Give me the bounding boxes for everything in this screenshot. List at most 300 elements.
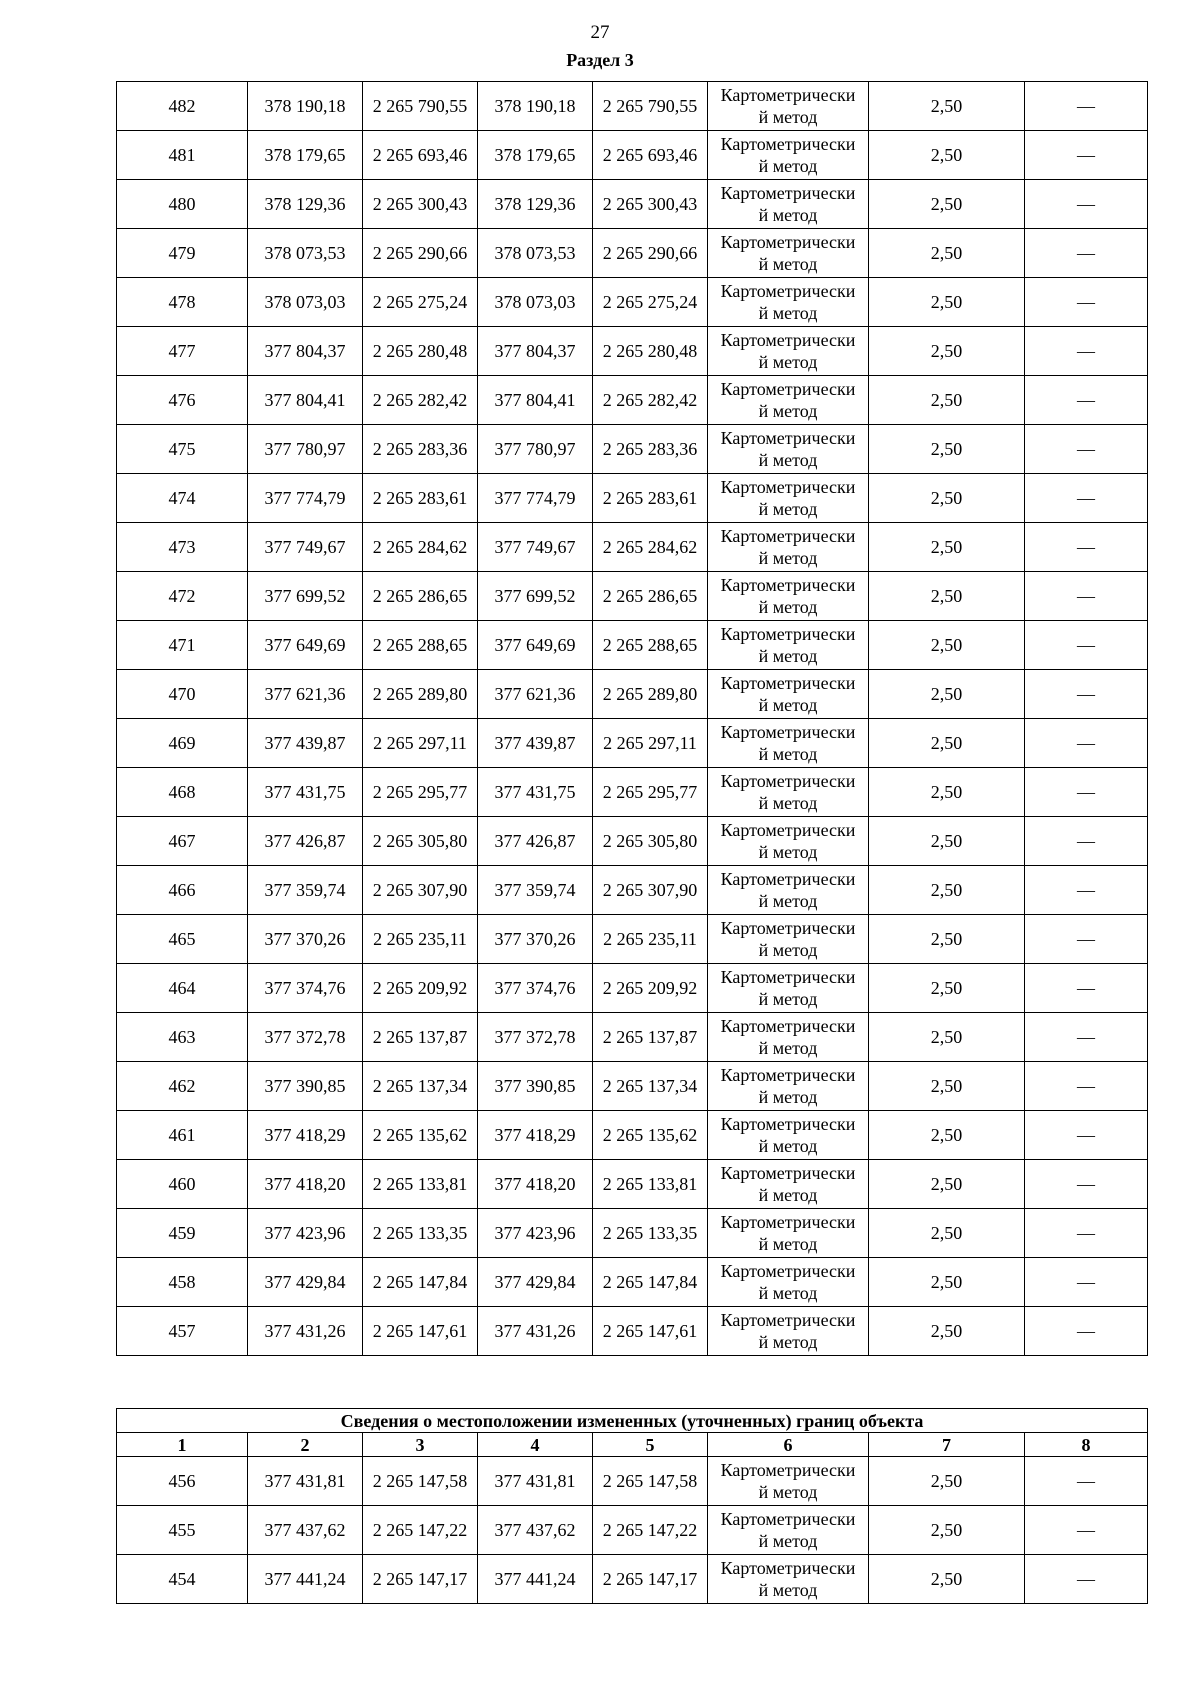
accuracy-value: 2,50	[869, 719, 1025, 768]
accuracy-value: 2,50	[869, 670, 1025, 719]
method-line-2: й метод	[758, 1482, 818, 1502]
method-line-1: Картометрически	[720, 1558, 856, 1578]
column-header: 6	[708, 1433, 869, 1457]
x-coordinate: 377 437,62	[248, 1506, 363, 1555]
accuracy-value: 2,50	[869, 180, 1025, 229]
description-cell: —	[1025, 523, 1148, 572]
table-row	[117, 82, 1148, 131]
y-coordinate-refined: 2 265 133,81	[593, 1160, 708, 1209]
method-line-2: й метод	[758, 695, 818, 715]
table-row	[117, 180, 1148, 229]
x-coordinate-refined: 377 441,24	[478, 1555, 593, 1604]
y-coordinate-refined: 2 265 147,58	[593, 1457, 708, 1506]
method-cell	[708, 1111, 869, 1160]
x-coordinate-refined: 377 780,97	[478, 425, 593, 474]
method-cell	[708, 1457, 869, 1506]
x-coordinate-refined: 378 179,65	[478, 131, 593, 180]
x-coordinate-refined: 377 431,26	[478, 1307, 593, 1356]
method-line-2: й метод	[758, 401, 818, 421]
x-coordinate: 378 190,18	[248, 82, 363, 131]
method-cell	[708, 1506, 869, 1555]
description-cell: —	[1025, 817, 1148, 866]
point-number: 457	[117, 1307, 248, 1356]
x-coordinate: 377 429,84	[248, 1258, 363, 1307]
y-coordinate: 2 265 307,90	[363, 866, 478, 915]
x-coordinate: 377 804,37	[248, 327, 363, 376]
method-line-1: Картометрически	[720, 918, 856, 938]
point-number: 480	[117, 180, 248, 229]
method-line-1: Картометрически	[720, 869, 856, 889]
method-cell	[708, 229, 869, 278]
x-coordinate-refined: 377 439,87	[478, 719, 593, 768]
method-line-1: Картометрически	[720, 232, 856, 252]
y-coordinate-refined: 2 265 297,11	[593, 719, 708, 768]
y-coordinate-refined: 2 265 135,62	[593, 1111, 708, 1160]
description-cell: —	[1025, 915, 1148, 964]
y-coordinate-refined: 2 265 235,11	[593, 915, 708, 964]
method-line-1: Картометрически	[720, 820, 856, 840]
x-coordinate: 377 418,29	[248, 1111, 363, 1160]
method-line-1: Картометрически	[720, 575, 856, 595]
method-line-2: й метод	[758, 1087, 818, 1107]
method-line-2: й метод	[758, 156, 818, 176]
coordinates-table	[116, 81, 1148, 1356]
method-cell	[708, 670, 869, 719]
method-line-1: Картометрически	[720, 526, 856, 546]
accuracy-value: 2,50	[869, 376, 1025, 425]
method-line-1: Картометрически	[720, 673, 856, 693]
table-row	[117, 964, 1148, 1013]
changed-boundaries-table-body	[117, 1409, 1148, 1604]
point-number: 479	[117, 229, 248, 278]
method-line-1: Картометрически	[720, 281, 856, 301]
x-coordinate: 377 418,20	[248, 1160, 363, 1209]
table-row	[117, 131, 1148, 180]
table-row	[117, 866, 1148, 915]
table-row	[117, 474, 1148, 523]
method-line-1: Картометрически	[720, 967, 856, 987]
x-coordinate-refined: 377 359,74	[478, 866, 593, 915]
description-cell: —	[1025, 229, 1148, 278]
x-coordinate-refined: 377 423,96	[478, 1209, 593, 1258]
accuracy-value: 2,50	[869, 523, 1025, 572]
table-row	[117, 1457, 1148, 1506]
accuracy-value: 2,50	[869, 1062, 1025, 1111]
y-coordinate-refined: 2 265 289,80	[593, 670, 708, 719]
method-cell	[708, 82, 869, 131]
x-coordinate-refined: 377 804,41	[478, 376, 593, 425]
method-line-2: й метод	[758, 303, 818, 323]
method-line-1: Картометрически	[720, 1509, 856, 1529]
method-line-1: Картометрически	[720, 1065, 856, 1085]
y-coordinate-refined: 2 265 305,80	[593, 817, 708, 866]
table-row	[117, 523, 1148, 572]
method-line-2: й метод	[758, 940, 818, 960]
method-line-1: Картометрически	[720, 477, 856, 497]
x-coordinate-refined: 377 437,62	[478, 1506, 593, 1555]
method-cell	[708, 327, 869, 376]
y-coordinate-refined: 2 265 300,43	[593, 180, 708, 229]
y-coordinate: 2 265 300,43	[363, 180, 478, 229]
description-cell: —	[1025, 1258, 1148, 1307]
description-cell: —	[1025, 1506, 1148, 1555]
point-number: 482	[117, 82, 248, 131]
table-row	[117, 1160, 1148, 1209]
y-coordinate: 2 265 235,11	[363, 915, 478, 964]
x-coordinate: 377 426,87	[248, 817, 363, 866]
method-line-1: Картометрически	[720, 85, 856, 105]
y-coordinate: 2 265 147,61	[363, 1307, 478, 1356]
point-number: 463	[117, 1013, 248, 1062]
x-coordinate-refined: 377 372,78	[478, 1013, 593, 1062]
description-cell: —	[1025, 1013, 1148, 1062]
column-header: 2	[248, 1433, 363, 1457]
table-row	[117, 621, 1148, 670]
method-line-1: Картометрически	[720, 1460, 856, 1480]
method-line-2: й метод	[758, 989, 818, 1009]
x-coordinate: 377 439,87	[248, 719, 363, 768]
y-coordinate-refined: 2 265 137,87	[593, 1013, 708, 1062]
accuracy-value: 2,50	[869, 1013, 1025, 1062]
y-coordinate-refined: 2 265 209,92	[593, 964, 708, 1013]
column-header: 1	[117, 1433, 248, 1457]
point-number: 470	[117, 670, 248, 719]
x-coordinate-refined: 377 418,20	[478, 1160, 593, 1209]
column-header: 7	[869, 1433, 1025, 1457]
point-number: 466	[117, 866, 248, 915]
method-line-1: Картометрически	[720, 183, 856, 203]
description-cell: —	[1025, 425, 1148, 474]
method-cell	[708, 1209, 869, 1258]
y-coordinate: 2 265 137,34	[363, 1062, 478, 1111]
method-line-2: й метод	[758, 1234, 818, 1254]
method-line-1: Картометрически	[720, 771, 856, 791]
accuracy-value: 2,50	[869, 1555, 1025, 1604]
point-number: 481	[117, 131, 248, 180]
point-number: 478	[117, 278, 248, 327]
method-line-1: Картометрически	[720, 428, 856, 448]
table-row	[117, 1062, 1148, 1111]
point-number: 469	[117, 719, 248, 768]
method-line-2: й метод	[758, 107, 818, 127]
description-cell: —	[1025, 1555, 1148, 1604]
y-coordinate: 2 265 133,35	[363, 1209, 478, 1258]
point-number: 476	[117, 376, 248, 425]
y-coordinate: 2 265 284,62	[363, 523, 478, 572]
method-line-2: й метод	[758, 1136, 818, 1156]
accuracy-value: 2,50	[869, 82, 1025, 131]
method-line-1: Картометрически	[720, 1016, 856, 1036]
y-coordinate: 2 265 297,11	[363, 719, 478, 768]
point-number: 464	[117, 964, 248, 1013]
y-coordinate: 2 265 147,17	[363, 1555, 478, 1604]
y-coordinate: 2 265 209,92	[363, 964, 478, 1013]
y-coordinate: 2 265 305,80	[363, 817, 478, 866]
accuracy-value: 2,50	[869, 131, 1025, 180]
accuracy-value: 2,50	[869, 1209, 1025, 1258]
method-line-1: Картометрически	[720, 1310, 856, 1330]
method-line-2: й метод	[758, 744, 818, 764]
method-cell	[708, 915, 869, 964]
description-cell: —	[1025, 866, 1148, 915]
x-coordinate: 377 649,69	[248, 621, 363, 670]
method-cell	[708, 1160, 869, 1209]
x-coordinate: 377 431,81	[248, 1457, 363, 1506]
y-coordinate-refined: 2 265 283,61	[593, 474, 708, 523]
y-coordinate: 2 265 137,87	[363, 1013, 478, 1062]
method-line-1: Картометрически	[720, 379, 856, 399]
x-coordinate-refined: 378 190,18	[478, 82, 593, 131]
y-coordinate-refined: 2 265 147,84	[593, 1258, 708, 1307]
x-coordinate-refined: 378 073,53	[478, 229, 593, 278]
x-coordinate: 378 179,65	[248, 131, 363, 180]
method-cell	[708, 1307, 869, 1356]
y-coordinate: 2 265 290,66	[363, 229, 478, 278]
method-cell	[708, 278, 869, 327]
x-coordinate: 377 749,67	[248, 523, 363, 572]
x-coordinate-refined: 377 621,36	[478, 670, 593, 719]
accuracy-value: 2,50	[869, 1457, 1025, 1506]
y-coordinate: 2 265 288,65	[363, 621, 478, 670]
method-cell	[708, 131, 869, 180]
method-cell	[708, 1258, 869, 1307]
method-line-2: й метод	[758, 450, 818, 470]
method-cell	[708, 1555, 869, 1604]
y-coordinate-refined: 2 265 133,35	[593, 1209, 708, 1258]
x-coordinate-refined: 377 749,67	[478, 523, 593, 572]
table-row	[117, 1307, 1148, 1356]
y-coordinate: 2 265 275,24	[363, 278, 478, 327]
point-number: 462	[117, 1062, 248, 1111]
accuracy-value: 2,50	[869, 1258, 1025, 1307]
description-cell: —	[1025, 1160, 1148, 1209]
method-cell	[708, 817, 869, 866]
point-number: 473	[117, 523, 248, 572]
y-coordinate-refined: 2 265 147,22	[593, 1506, 708, 1555]
method-cell	[708, 376, 869, 425]
table-row	[117, 425, 1148, 474]
y-coordinate: 2 265 295,77	[363, 768, 478, 817]
table-row	[117, 719, 1148, 768]
y-coordinate: 2 265 147,84	[363, 1258, 478, 1307]
x-coordinate: 377 431,75	[248, 768, 363, 817]
table-row	[117, 1258, 1148, 1307]
method-line-1: Картометрически	[720, 330, 856, 350]
point-number: 477	[117, 327, 248, 376]
method-line-1: Картометрически	[720, 1114, 856, 1134]
x-coordinate: 377 372,78	[248, 1013, 363, 1062]
x-coordinate-refined: 377 390,85	[478, 1062, 593, 1111]
section-title: Раздел 3	[566, 50, 634, 70]
method-line-2: й метод	[758, 1185, 818, 1205]
y-coordinate-refined: 2 265 283,36	[593, 425, 708, 474]
method-line-2: й метод	[758, 254, 818, 274]
y-coordinate-refined: 2 265 284,62	[593, 523, 708, 572]
table-title: Сведения о местоположении измененных (уточненных) границ объекта	[117, 1409, 1148, 1433]
description-cell: —	[1025, 278, 1148, 327]
method-cell	[708, 719, 869, 768]
method-line-2: й метод	[758, 499, 818, 519]
y-coordinate: 2 265 283,36	[363, 425, 478, 474]
description-cell: —	[1025, 1209, 1148, 1258]
accuracy-value: 2,50	[869, 1307, 1025, 1356]
accuracy-value: 2,50	[869, 1160, 1025, 1209]
accuracy-value: 2,50	[869, 327, 1025, 376]
point-number: 475	[117, 425, 248, 474]
y-coordinate-refined: 2 265 282,42	[593, 376, 708, 425]
method-cell	[708, 866, 869, 915]
method-line-1: Картометрически	[720, 134, 856, 154]
method-line-2: й метод	[758, 646, 818, 666]
table-row	[117, 229, 1148, 278]
x-coordinate-refined: 377 429,84	[478, 1258, 593, 1307]
point-number: 474	[117, 474, 248, 523]
method-line-1: Картометрически	[720, 624, 856, 644]
description-cell: —	[1025, 474, 1148, 523]
x-coordinate: 377 774,79	[248, 474, 363, 523]
table-row	[117, 1506, 1148, 1555]
description-cell: —	[1025, 964, 1148, 1013]
method-line-1: Картометрически	[720, 1212, 856, 1232]
y-coordinate-refined: 2 265 290,66	[593, 229, 708, 278]
table-row	[117, 768, 1148, 817]
column-header: 5	[593, 1433, 708, 1457]
point-number: 467	[117, 817, 248, 866]
x-coordinate: 377 374,76	[248, 964, 363, 1013]
method-line-2: й метод	[758, 352, 818, 372]
method-line-2: й метод	[758, 205, 818, 225]
method-cell	[708, 1013, 869, 1062]
table-row	[117, 1111, 1148, 1160]
x-coordinate: 378 073,53	[248, 229, 363, 278]
method-line-2: й метод	[758, 1283, 818, 1303]
x-coordinate: 377 390,85	[248, 1062, 363, 1111]
description-cell: —	[1025, 1307, 1148, 1356]
method-line-1: Картометрически	[720, 722, 856, 742]
method-line-2: й метод	[758, 1580, 818, 1600]
y-coordinate-refined: 2 265 790,55	[593, 82, 708, 131]
accuracy-value: 2,50	[869, 621, 1025, 670]
description-cell: —	[1025, 572, 1148, 621]
x-coordinate-refined: 377 804,37	[478, 327, 593, 376]
x-coordinate: 377 621,36	[248, 670, 363, 719]
method-cell	[708, 425, 869, 474]
method-cell	[708, 964, 869, 1013]
point-number: 454	[117, 1555, 248, 1604]
y-coordinate: 2 265 289,80	[363, 670, 478, 719]
method-cell	[708, 474, 869, 523]
coordinates-table-body	[117, 82, 1148, 1356]
y-coordinate: 2 265 147,22	[363, 1506, 478, 1555]
method-line-2: й метод	[758, 842, 818, 862]
x-coordinate: 377 804,41	[248, 376, 363, 425]
table-row	[117, 376, 1148, 425]
y-coordinate: 2 265 280,48	[363, 327, 478, 376]
method-line-2: й метод	[758, 597, 818, 617]
table-row	[117, 670, 1148, 719]
method-line-2: й метод	[758, 548, 818, 568]
x-coordinate-refined: 377 699,52	[478, 572, 593, 621]
accuracy-value: 2,50	[869, 817, 1025, 866]
point-number: 465	[117, 915, 248, 964]
point-number: 455	[117, 1506, 248, 1555]
method-line-2: й метод	[758, 1531, 818, 1551]
table-row	[117, 817, 1148, 866]
x-coordinate: 377 359,74	[248, 866, 363, 915]
description-cell: —	[1025, 1062, 1148, 1111]
y-coordinate: 2 265 147,58	[363, 1457, 478, 1506]
description-cell: —	[1025, 180, 1148, 229]
description-cell: —	[1025, 1111, 1148, 1160]
y-coordinate-refined: 2 265 295,77	[593, 768, 708, 817]
column-header: 4	[478, 1433, 593, 1457]
accuracy-value: 2,50	[869, 866, 1025, 915]
x-coordinate: 377 699,52	[248, 572, 363, 621]
description-cell: —	[1025, 621, 1148, 670]
y-coordinate-refined: 2 265 693,46	[593, 131, 708, 180]
column-header: 3	[363, 1433, 478, 1457]
x-coordinate: 377 780,97	[248, 425, 363, 474]
x-coordinate-refined: 377 370,26	[478, 915, 593, 964]
point-number: 468	[117, 768, 248, 817]
point-number: 461	[117, 1111, 248, 1160]
x-coordinate-refined: 377 774,79	[478, 474, 593, 523]
method-cell	[708, 621, 869, 670]
accuracy-value: 2,50	[869, 1111, 1025, 1160]
table-row	[117, 1013, 1148, 1062]
y-coordinate-refined: 2 265 275,24	[593, 278, 708, 327]
point-number: 458	[117, 1258, 248, 1307]
x-coordinate-refined: 377 374,76	[478, 964, 593, 1013]
y-coordinate-refined: 2 265 288,65	[593, 621, 708, 670]
y-coordinate-refined: 2 265 147,17	[593, 1555, 708, 1604]
x-coordinate: 377 370,26	[248, 915, 363, 964]
method-line-2: й метод	[758, 891, 818, 911]
method-line-2: й метод	[758, 793, 818, 813]
accuracy-value: 2,50	[869, 229, 1025, 278]
description-cell: —	[1025, 768, 1148, 817]
x-coordinate-refined: 377 649,69	[478, 621, 593, 670]
x-coordinate: 377 423,96	[248, 1209, 363, 1258]
table-header-row	[117, 1433, 1148, 1457]
accuracy-value: 2,50	[869, 1506, 1025, 1555]
y-coordinate-refined: 2 265 286,65	[593, 572, 708, 621]
y-coordinate-refined: 2 265 280,48	[593, 327, 708, 376]
description-cell: —	[1025, 719, 1148, 768]
x-coordinate-refined: 377 431,81	[478, 1457, 593, 1506]
y-coordinate: 2 265 286,65	[363, 572, 478, 621]
table-row	[117, 278, 1148, 327]
table-title-row	[117, 1409, 1148, 1433]
y-coordinate: 2 265 133,81	[363, 1160, 478, 1209]
description-cell: —	[1025, 376, 1148, 425]
accuracy-value: 2,50	[869, 425, 1025, 474]
table-row	[117, 327, 1148, 376]
description-cell: —	[1025, 82, 1148, 131]
method-cell	[708, 523, 869, 572]
accuracy-value: 2,50	[869, 572, 1025, 621]
x-coordinate-refined: 377 418,29	[478, 1111, 593, 1160]
point-number: 471	[117, 621, 248, 670]
x-coordinate: 378 129,36	[248, 180, 363, 229]
x-coordinate-refined: 377 431,75	[478, 768, 593, 817]
x-coordinate-refined: 377 426,87	[478, 817, 593, 866]
method-cell	[708, 1062, 869, 1111]
y-coordinate-refined: 2 265 147,61	[593, 1307, 708, 1356]
x-coordinate-refined: 378 073,03	[478, 278, 593, 327]
changed-boundaries-table	[116, 1408, 1148, 1604]
accuracy-value: 2,50	[869, 278, 1025, 327]
